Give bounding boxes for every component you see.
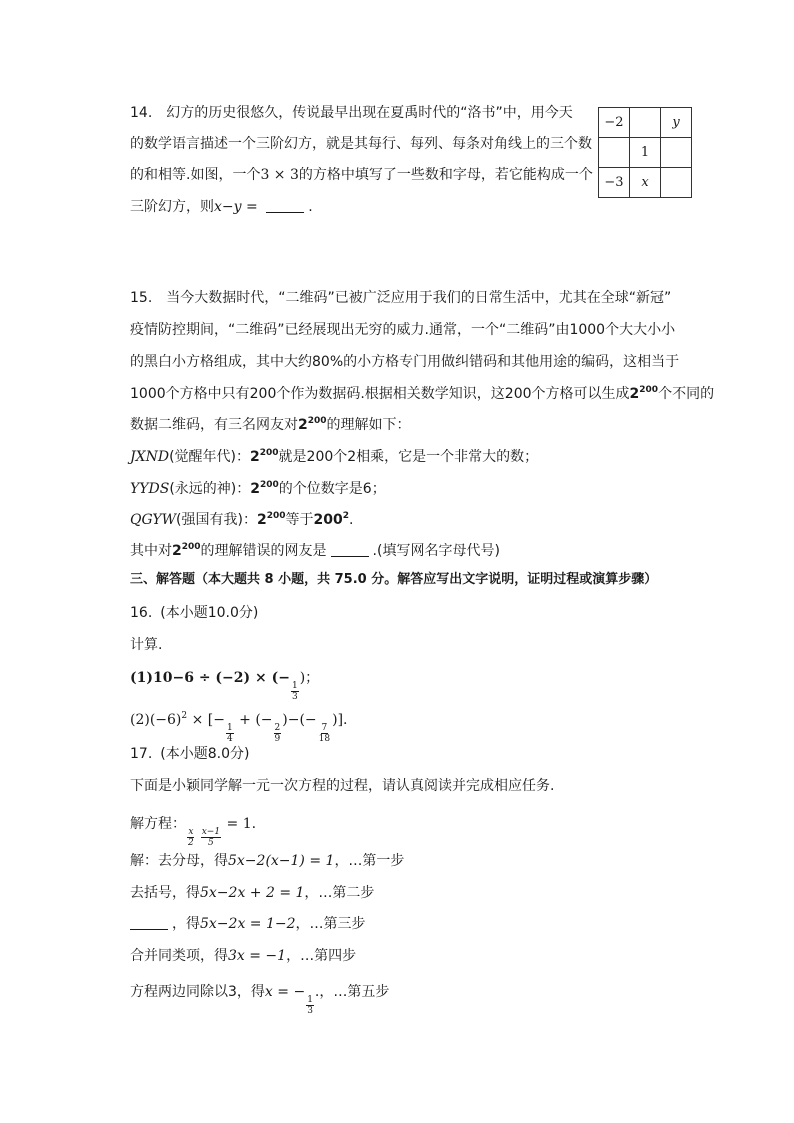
q15-line-3: 的黑白小方格组成，其中大约80%的小方格专门用做纠错码和其他用途的编码，这相当于: [130, 354, 680, 370]
q16-part-2: $(2)(-6)^2$ × [− $\frac{1}{4}$ + (− $\frac{2}{9}$ )−(− $\frac{7}{18}$ )].: [130, 711, 348, 744]
q15-number: 15.: [130, 290, 153, 306]
q17-step-1: 解：去分母，得5x−2(x−1) = 1，…第一步: [130, 853, 405, 869]
grid-cell: −2: [599, 108, 630, 138]
q17-step-4: 合并同类项，得3x = −1，…第四步: [130, 948, 357, 964]
q15-opinion-yyds: YYDS(永远的神)：$2^{200}$的个位数字是6；: [130, 480, 386, 497]
q15-line-2: 疫情防控期间，“二维码”已经展现出无穷的威力.通常，一个“二维码”由1000个大大小小: [130, 322, 676, 338]
q17-step-5: 方程两边同除以3，得x = − $\frac{1}{3}$ .，…第五步: [130, 984, 390, 1016]
q17-equation: 解方程： $\frac{x}{2}$ $\frac{x-1}{5}$ = 1.: [130, 816, 257, 848]
q17-step-2: 去括号，得5x−2x + 2 = 1，…第二步: [130, 885, 375, 901]
q14-number: 14.: [130, 105, 153, 121]
q17-step3-blank[interactable]: [130, 916, 168, 930]
q17-step-3: ，得5x−2x = 1−2，…第三步: [130, 914, 366, 934]
grid-cell: [661, 168, 692, 198]
q16-header: 16. (本小题10.0分): [130, 605, 259, 621]
q17-intro: 下面是小颖同学解一元一次方程的过程，请认真阅读并完成相应任务.: [130, 778, 555, 794]
q14-line-4: 三阶幻方，则x−y = .: [130, 199, 313, 215]
q16-number: 16.: [130, 605, 153, 621]
q14-line-1: 14. 幻方的历史很悠久，传说最早出现在夏禹时代的“洛书”中，用今天: [130, 105, 573, 121]
grid-cell: −3: [599, 168, 630, 198]
grid-cell: [630, 108, 661, 138]
q16-part-1: (1)10−6 ÷ (−2) × (− $\frac{1}{3}$ )；: [130, 670, 320, 702]
q14-line-3: 的和相等.如图，一个3 × 3的方格中填写了一些数和字母，若它能构成一个: [130, 167, 593, 183]
q14-line-2: 的数学语言描述一个三阶幻方，就是其每行、每列、每条对角线上的三个数: [130, 136, 592, 152]
q15-answer-blank[interactable]: [331, 543, 369, 557]
section-3-heading: 三、解答题（本大题共 8 小题，共 75.0 分。解答应写出文字说明，证明过程或演算步骤）: [130, 572, 658, 587]
q15-opinion-jxnd: JXND(觉醒年代)：$2^{200}$就是200个2相乘，它是一个非常大的数；: [130, 448, 539, 465]
q14-answer-blank[interactable]: [266, 199, 304, 213]
grid-cell: 1: [630, 138, 661, 168]
grid-cell: x: [630, 168, 661, 198]
q15-line-4: 1000个方格中只有200个作为数据码.根据相关数学知识，这200个方格可以生成$2^{200}$个不同的: [130, 385, 715, 402]
q15-line-5: 数据二维码，有三名网友对$2^{200}$的理解如下：: [130, 416, 411, 433]
grid-cell: [599, 138, 630, 168]
q15-line-1: 15. 当今大数据时代，“二维码”已被广泛应用于我们的日常生活中，尤其在全球“新冠”: [130, 290, 672, 306]
q15-question: 其中对$2^{200}$的理解错误的网友是 .(填写网名字母代号): [130, 542, 500, 559]
magic-square-grid: [598, 107, 692, 198]
q17-number: 17.: [130, 746, 153, 762]
grid-cell: [661, 138, 692, 168]
q17-header: 17. (本小题8.0分): [130, 746, 250, 762]
grid-cell: y: [661, 108, 692, 138]
q15-opinion-qgyw: QGYW(强国有我)：$2^{200}$等于$200^2$.: [130, 511, 354, 528]
q16-prompt: 计算.: [130, 637, 163, 653]
